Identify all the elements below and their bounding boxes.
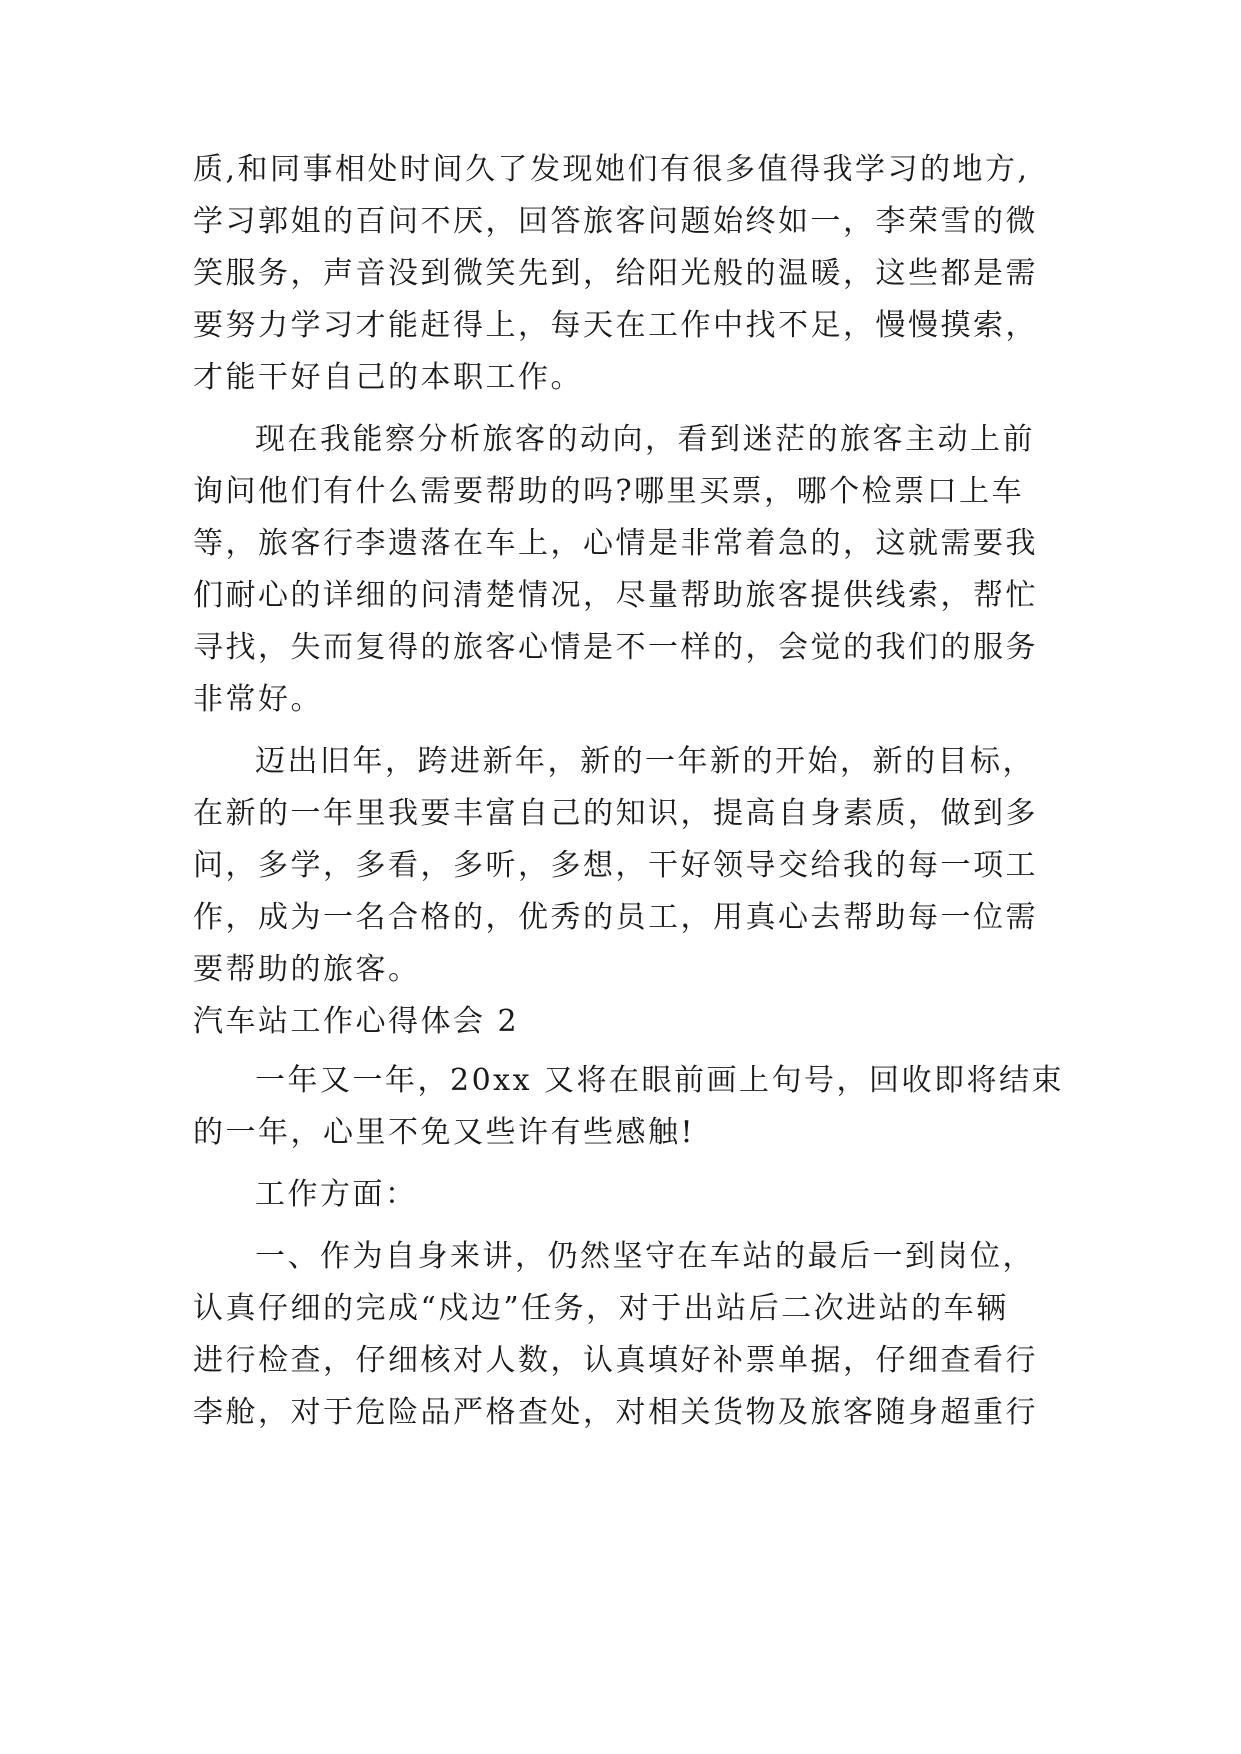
text-line: 询问他们有什么需要帮助的吗?哪里买票，哪个检票口上车 <box>193 474 1025 509</box>
section-heading: 汽车站工作心得体会 2 <box>193 1004 520 1039</box>
paragraph-start-line: 一、作为自身来讲，仍然坚守在车站的最后一到岗位， <box>255 1239 1035 1274</box>
text-line: 李舱，对于危险品严格查处，对相关货物及旅客随身超重行 <box>193 1395 1038 1430</box>
paragraph-start-line: 工作方面： <box>255 1177 418 1212</box>
text-line: 笑服务，声音没到微笑先到，给阳光般的温暖，这些都是需 <box>193 256 1038 291</box>
text-line: 寻找，失而复得的旅客心情是不一样的，会觉的我们的服务 <box>193 630 1038 665</box>
text-line: 问，多学，多看，多听，多想，干好领导交给我的每一项工 <box>193 848 1038 883</box>
paragraph-start-line: 迈出旧年，跨进新年，新的一年新的开始，新的目标， <box>255 744 1035 779</box>
text-line: 进行检查，仔细核对人数，认真填好补票单据，仔细查看行 <box>193 1343 1038 1378</box>
paragraph-start-line: 一年又一年，20xx 又将在眼前画上句号，回收即将结束 <box>255 1063 1065 1098</box>
text-line: 质,和同事相处时间久了发现她们有很多值得我学习的地方, <box>193 152 1030 187</box>
text-line: 的一年，心里不免又些许有些感触! <box>193 1115 696 1150</box>
text-line: 等，旅客行李遗落在车上，心情是非常着急的，这就需要我 <box>193 526 1038 561</box>
text-line: 学习郭姐的百问不厌，回答旅客问题始终如一，李荣雪的微 <box>193 204 1038 239</box>
text-line: 非常好。 <box>193 682 323 717</box>
text-line: 认真仔细的完成“戍边”任务，对于出站后二次进站的车辆 <box>193 1291 1009 1326</box>
text-line: 作，成为一名合格的，优秀的员工，用真心去帮助每一位需 <box>193 900 1038 935</box>
text-line: 要帮助的旅客。 <box>193 952 421 987</box>
paragraph-start-line: 现在我能察分析旅客的动向，看到迷茫的旅客主动上前 <box>255 422 1035 457</box>
text-line: 们耐心的详细的问清楚情况，尽量帮助旅客提供线索，帮忙 <box>193 578 1038 613</box>
text-line: 在新的一年里我要丰富自己的知识，提高自身素质，做到多 <box>193 796 1038 831</box>
text-line: 要努力学习才能赶得上，每天在工作中找不足，慢慢摸索， <box>193 308 1038 343</box>
text-line: 才能干好自己的本职工作。 <box>193 360 583 395</box>
